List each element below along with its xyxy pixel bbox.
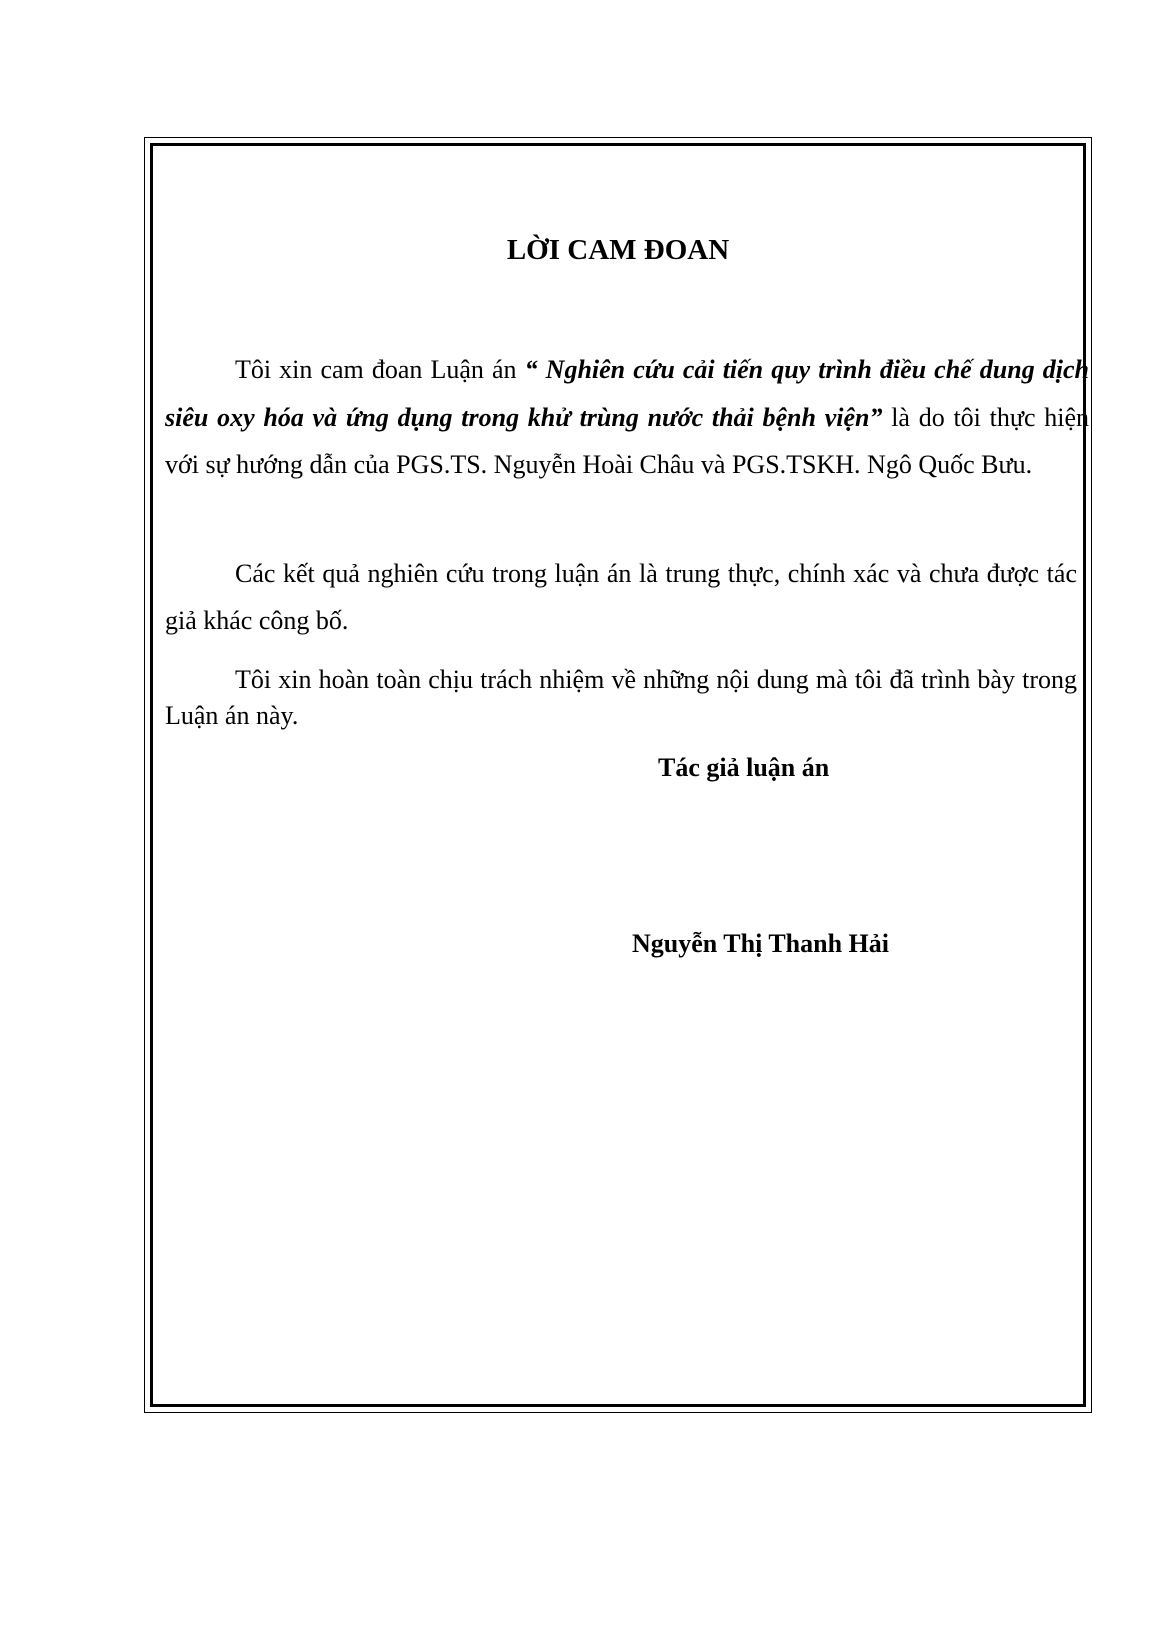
thesis-title: “ Nghiên cứu cải tiến quy trình điều chế dung dịch siêu oxy hóa và ứng dụng trong khử trùng nước thải bệnh viện” xyxy=(165,355,1089,432)
responsibility-paragraph: Tôi xin hoàn toàn chịu trách nhiệm về những nội dung mà tôi đã trình bày trong Luận án này. xyxy=(165,665,1077,730)
page-border-inner xyxy=(150,143,1086,1407)
honesty-paragraph: Các kết quả nghiên cứu trong luận án là trung thực, chính xác và chưa được tác giả khác công bố. xyxy=(165,559,1077,635)
page-title: LỜI CAM ĐOAN xyxy=(506,234,730,266)
declaration-lead: Tôi xin cam đoan Luận án xyxy=(235,355,525,384)
signature-role: Tác giả luận án xyxy=(658,753,830,782)
declaration-tail: là do tôi thực hiện với sự hướng dẫn của PGS.TS. Nguyễn Hoài Châu và PGS.TSKH. Ngô Quốc Bưu. xyxy=(165,402,1089,479)
declaration-paragraph xyxy=(165,346,1089,489)
author-name: Nguyễn Thị Thanh Hải xyxy=(632,929,889,958)
